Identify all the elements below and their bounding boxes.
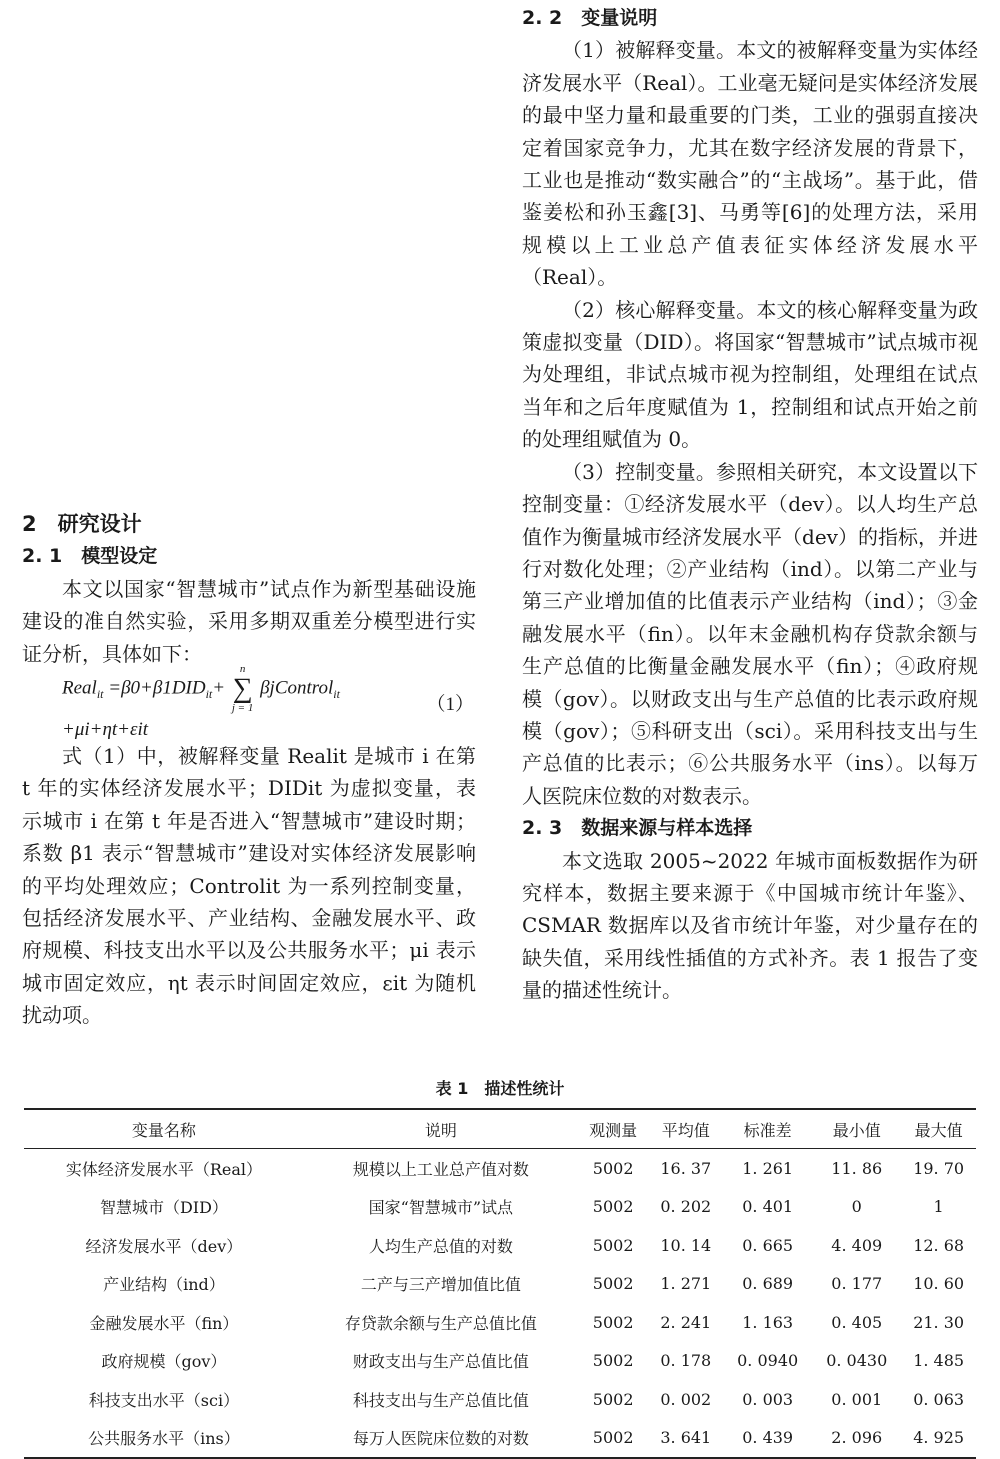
table-row xyxy=(24,1149,976,1188)
paragraph-data-source: 本文选取 2005~2022 年城市面板数据作为研究样本，数据主要来源于《中国城市统计年鉴》、CSMAR 数据库以及省市统计年鉴，对少量存在的缺失值，采用线性插值的方式补齐。表 1 报告了变量的描述性统计。 xyxy=(522,848,978,1003)
table-cell: 1. 271 xyxy=(660,1274,712,1294)
table-cell: 21. 30 xyxy=(913,1312,965,1332)
header-min: 最小值 xyxy=(832,1120,881,1140)
table-cell: 智慧城市（DID） xyxy=(99,1198,228,1218)
table-cell: 10. 60 xyxy=(913,1274,965,1294)
table-cell: 科技支出水平（sci） xyxy=(88,1390,240,1410)
table-cell: 政府规模（gov） xyxy=(101,1352,227,1372)
table-cell: 每万人医院床位数的对数 xyxy=(352,1429,529,1449)
equation-lhs: Real xyxy=(62,677,97,699)
table-cell: 4. 925 xyxy=(913,1428,965,1448)
table-cell: 5002 xyxy=(592,1235,634,1255)
table-header-row xyxy=(24,1109,976,1149)
table-cell: 财政支出与生产总值比值 xyxy=(352,1352,529,1372)
table-cell: 0. 002 xyxy=(660,1389,712,1409)
table-cell: 科技支出与生产总值比值 xyxy=(352,1390,529,1410)
table-cell: 0. 001 xyxy=(831,1389,883,1409)
table-row xyxy=(24,1188,976,1227)
table-cell: 5002 xyxy=(592,1389,634,1409)
header-variable-name: 变量名称 xyxy=(131,1120,196,1140)
table-cell: 0. 689 xyxy=(742,1274,794,1294)
table-cell: 5002 xyxy=(592,1197,634,1217)
table-cell: 0. 401 xyxy=(742,1197,794,1217)
table-cell: 1 xyxy=(933,1197,944,1217)
summation-sign: n ∑ j = 1 xyxy=(231,662,254,714)
table-row xyxy=(24,1380,976,1419)
sum-lower-limit: j = 1 xyxy=(231,701,254,714)
table-row xyxy=(24,1419,976,1459)
table-cell: 1. 261 xyxy=(742,1158,794,1178)
section-2-3-heading: 2. 3 数据来源与样本选择 xyxy=(522,817,753,840)
table-cell: 4. 409 xyxy=(831,1235,883,1255)
equation-number: （1） xyxy=(426,693,474,715)
table-cell: 5002 xyxy=(592,1351,634,1371)
paragraph-dependent-variable: （1）被解释变量。本文的被解释变量为实体经济发展水平（Real）。工业毫无疑问是实体经济发展的最中坚力量和最重要的门类，工业的强弱直接决定着国家竞争力，尤其在数字经济发展的背景下，工业也是推动“数实融合”的“主战场”。基于此，借鉴姜松和孙玉鑫[3]、马勇等[6]的处理方法，采用规模以上工业总产值表征实体经济发展水平（Real）。 xyxy=(522,38,978,290)
header-description: 说明 xyxy=(424,1120,457,1140)
paragraph-control-variables: （3）控制变量。参照相关研究，本文设置以下控制变量：①经济发展水平（dev）。以人均生产总值作为衡量城市经济发展水平（dev）的指标，并进行对数化处理；②产业结构（ind）。以第二产业与第三产业增加值的比值表示产业结构（ind）；③金融发展水平（fin）。以年末金融机构存贷款余额与生产总值的比衡量金融发展水平（fin）；④政府规模（gov）。以财政支出与生产总值的比表示政府规模（gov）；⑤科研支出（sci）。采用科技支出与生产总值的比表示；⑥公共服务水平（ins）。以每万人医院床位数的对数表示。 xyxy=(522,459,978,808)
equation-body: Real$_{it}$ $=\beta 0+\beta 1DID_{it}+$ n ∑ j = 1 βjControl$_{it}$ +μi+ηt+εit xyxy=(62,662,340,740)
table-cell: 2. 241 xyxy=(660,1312,712,1332)
section-2-1-heading: 2. 1 模型设定 xyxy=(22,545,158,568)
paragraph-model-intro: 本文以国家“智慧城市”试点作为新型基础设施建设的准自然实验，采用多期双重差分模型进行实证分析，具体如下： xyxy=(22,576,476,666)
table-cell: 金融发展水平（fin） xyxy=(89,1313,239,1333)
table-row xyxy=(24,1303,976,1342)
table-cell: 11. 86 xyxy=(831,1158,883,1178)
table-cell: 人均生产总值的对数 xyxy=(368,1236,513,1256)
equation-rhs-1: =β0+β1DID xyxy=(108,677,206,699)
header-max: 最大值 xyxy=(914,1120,963,1140)
table-cell: 10. 14 xyxy=(660,1235,712,1255)
table-cell: 0. 178 xyxy=(660,1351,712,1371)
header-observations: 观测量 xyxy=(589,1120,638,1140)
table-cell: 公共服务水平（ins） xyxy=(88,1429,240,1449)
descriptive-statistics-table xyxy=(24,1108,976,1459)
table-cell: 12. 68 xyxy=(913,1235,965,1255)
table-cell: 0. 063 xyxy=(913,1389,965,1409)
table-cell: 1. 163 xyxy=(742,1312,794,1332)
table-cell: 5002 xyxy=(592,1274,634,1294)
table-cell: 经济发展水平（dev） xyxy=(85,1236,243,1256)
table-cell: 存贷款余额与生产总值比值 xyxy=(344,1313,537,1333)
table-cell: 16. 37 xyxy=(660,1158,712,1178)
table-cell: 实体经济发展水平（Real） xyxy=(65,1159,263,1179)
header-mean: 平均值 xyxy=(661,1120,710,1140)
table-cell: 二产与三产增加值比值 xyxy=(360,1275,521,1295)
table-cell: 产业结构（ind） xyxy=(103,1275,225,1295)
table-cell: 1. 485 xyxy=(913,1351,965,1371)
equation-1 xyxy=(22,662,476,740)
table-cell: 19. 70 xyxy=(913,1158,965,1178)
left-column xyxy=(22,508,476,1032)
section-2-2-heading: 2. 2 变量说明 xyxy=(522,7,658,29)
paragraph-equation-explanation: 式（1）中，被解释变量 Realit 是城市 i 在第 t 年的实体经济发展水平；DIDit 为虚拟变量，表示城市 i 在第 t 年是否进入“智慧城市”建设时期；系数 β1 表示“智慧城市”建设对实体经济发展影响的平均处理效应；Controlit 为一系列控制变量，包括经济发展水平、产业结构、金融发展水平、政府规模、科技支出水平以及公共服务水平；μi 表示城市固定效应，ηt 表示时间固定效应，εit 为随机扰动项。 xyxy=(22,744,476,1028)
equation-rhs-2: βjControl xyxy=(260,677,334,699)
table-title: 表 1 描述性统计 xyxy=(435,1079,565,1098)
section-2-heading: 2 研究设计 xyxy=(22,512,142,536)
header-std: 标准差 xyxy=(743,1120,792,1140)
table-cell: 规模以上工业总产值对数 xyxy=(352,1159,529,1179)
right-column xyxy=(522,0,978,1007)
paragraph-core-variable: （2）核心解释变量。本文的核心解释变量为政策虚拟变量（DID）。将国家“智慧城市”试点城市视为处理组，非试点城市视为控制组，处理组在试点当年和之后年度赋值为 1，控制组和试点开始之前的处理组赋值为 0。 xyxy=(522,297,978,452)
table-cell: 0. 003 xyxy=(742,1389,794,1409)
table-cell: 0. 439 xyxy=(742,1428,794,1448)
table-cell: 0. 202 xyxy=(660,1197,712,1217)
table-cell: 0. 0940 xyxy=(737,1351,799,1371)
equation-rhs-3: +μi+ηt+εit xyxy=(62,718,149,740)
table-cell: 0 xyxy=(851,1197,862,1217)
table-cell: 5002 xyxy=(592,1158,634,1178)
table-cell: 0. 177 xyxy=(831,1274,883,1294)
table-row xyxy=(24,1265,976,1304)
table-cell: 0. 405 xyxy=(831,1312,883,1332)
table-cell: 5002 xyxy=(592,1312,634,1332)
table-body xyxy=(24,1149,976,1459)
table-cell: 5002 xyxy=(592,1428,634,1448)
table-row xyxy=(24,1342,976,1381)
table-cell: 0. 0430 xyxy=(826,1351,888,1371)
table-row xyxy=(24,1226,976,1265)
table-cell: 2. 096 xyxy=(831,1428,883,1448)
sum-upper-limit: n xyxy=(239,662,246,675)
table-cell: 国家“智慧城市”试点 xyxy=(368,1198,514,1218)
table-cell: 3. 641 xyxy=(660,1428,712,1448)
table-cell: 0. 665 xyxy=(742,1235,794,1255)
